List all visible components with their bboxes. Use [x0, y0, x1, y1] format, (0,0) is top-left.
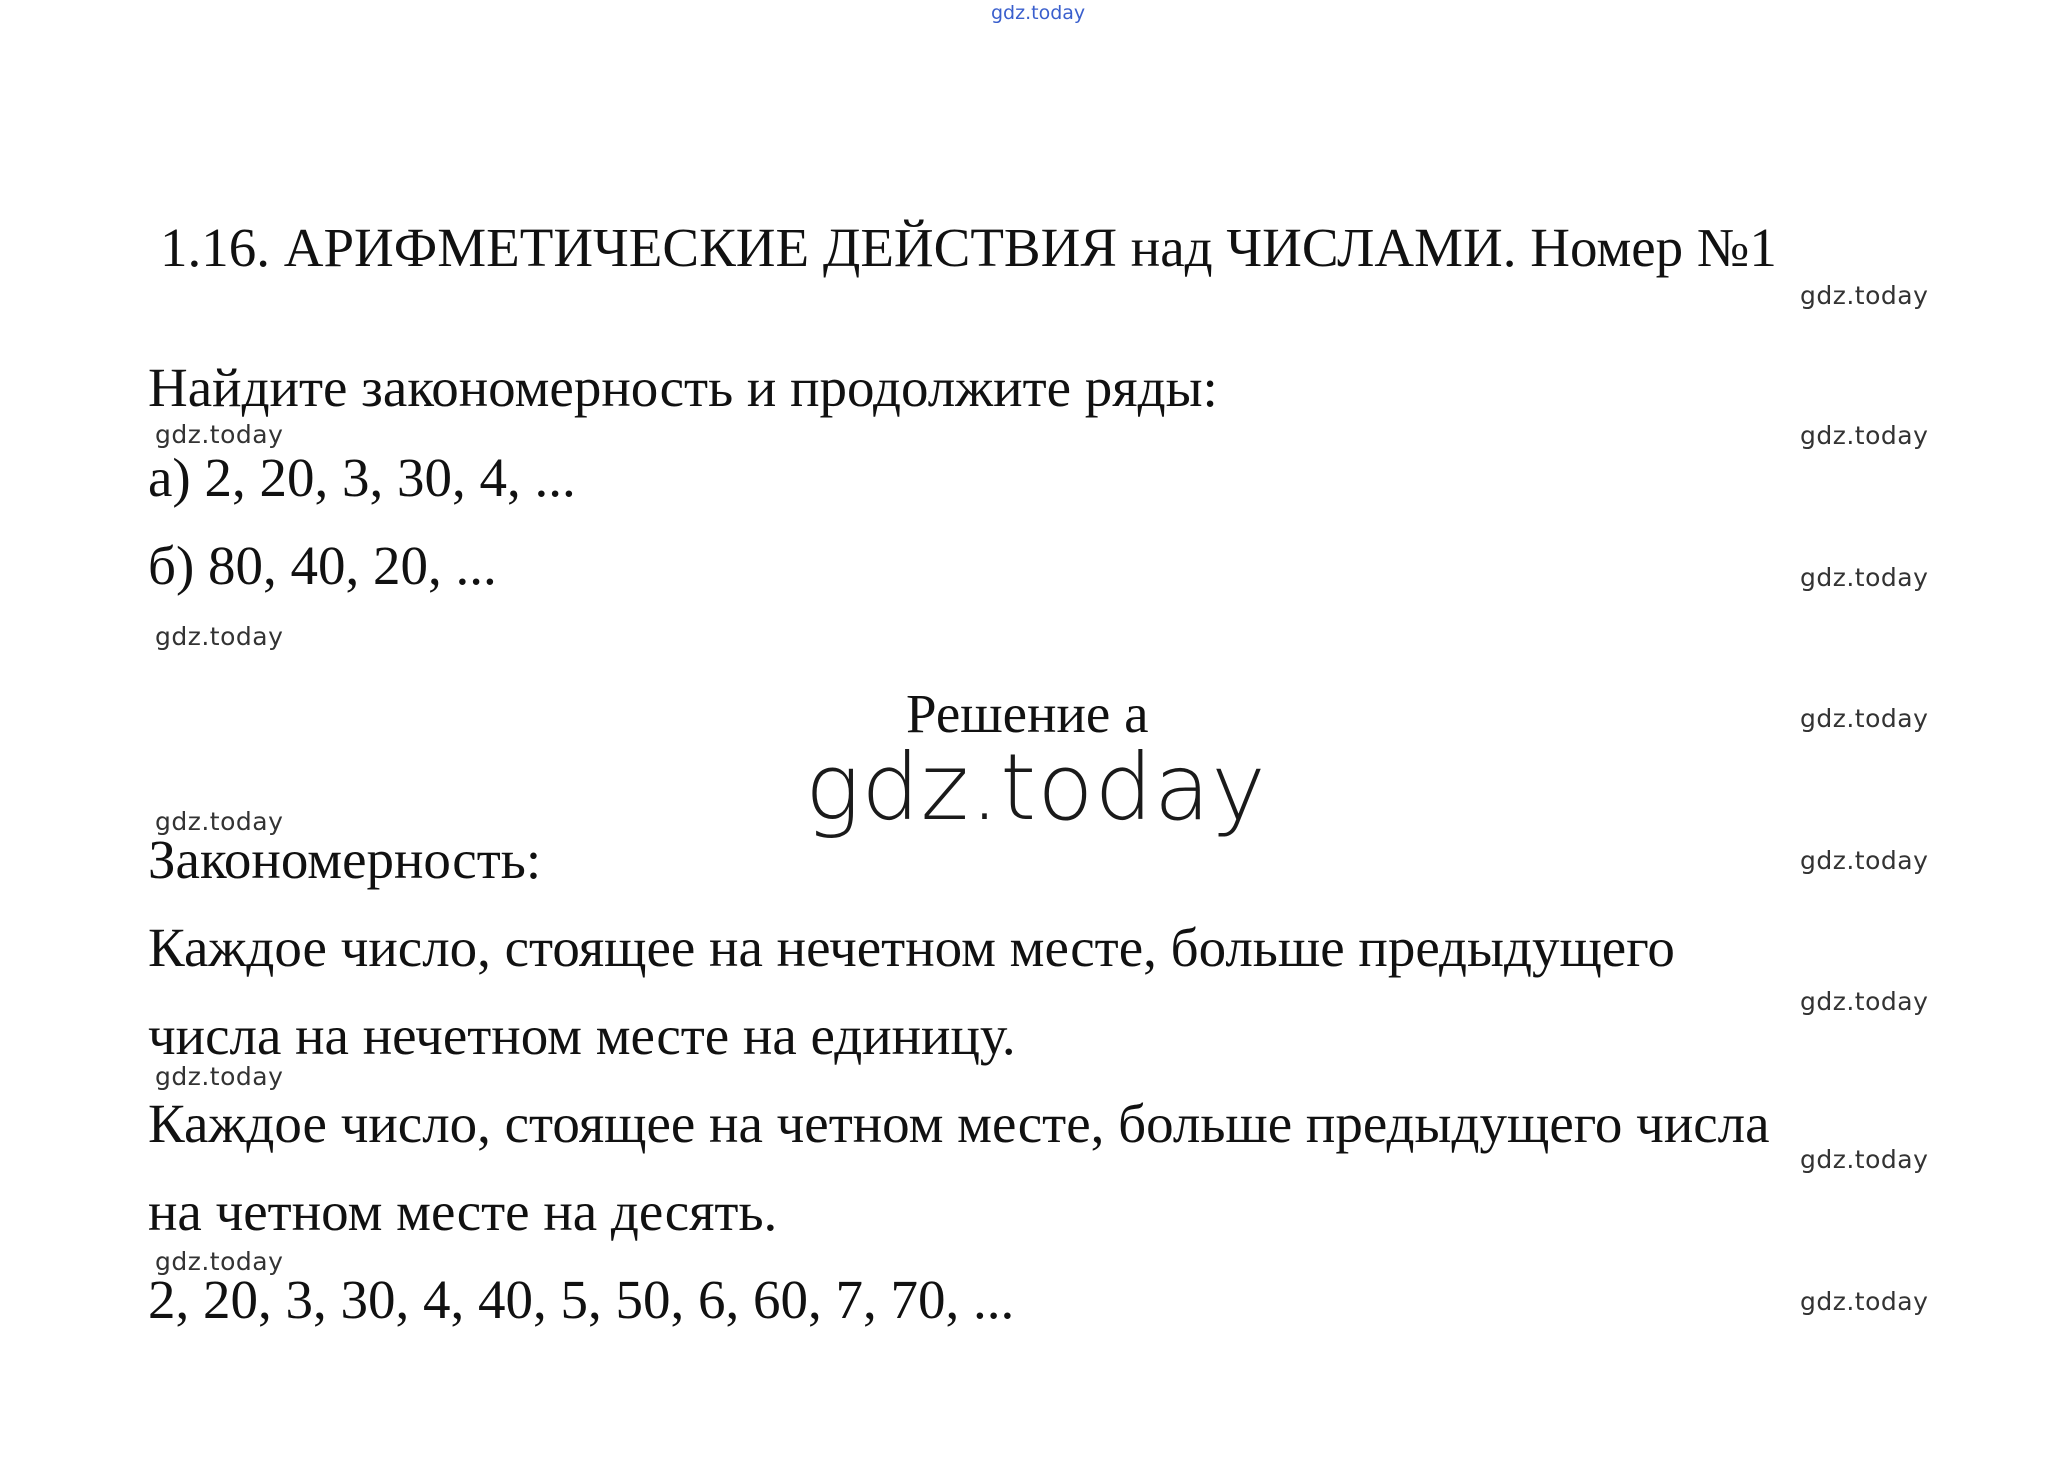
watermark: gdz.today	[155, 1247, 284, 1276]
solution-answer: 2, 20, 3, 30, 4, 40, 5, 50, 6, 60, 7, 70, ...	[148, 1269, 1015, 1330]
watermark: gdz.today	[155, 1062, 284, 1091]
watermark: gdz.today	[1800, 281, 1929, 310]
solution-line-4: на четном месте на десять.	[148, 1181, 778, 1242]
watermark: gdz.today	[1800, 704, 1929, 733]
solution-line-1: Каждое число, стоящее на нечетном месте, больше предыдущего	[148, 917, 1675, 978]
watermark: gdz.today	[1800, 987, 1929, 1016]
solution-heading: Решение а	[906, 683, 1149, 744]
watermark: gdz.today	[1800, 1145, 1929, 1174]
solution-line-2: числа на нечетном месте на единицу.	[148, 1005, 1016, 1066]
task-item-b: б) 80, 40, 20, ...	[148, 535, 497, 596]
top-watermark: gdz.today	[991, 2, 1086, 24]
solution-line-3: Каждое число, стоящее на четном месте, больше предыдущего числа	[148, 1093, 1770, 1154]
watermark: gdz.today	[1800, 1287, 1929, 1316]
watermark: gdz.today	[1800, 846, 1929, 875]
watermark: gdz.today	[155, 807, 284, 836]
watermark: gdz.today	[155, 622, 284, 651]
big-watermark: gdz.today	[805, 734, 1267, 841]
watermark: gdz.today	[155, 420, 284, 449]
pattern-label: Закономерность:	[148, 829, 542, 890]
task-item-a: а) 2, 20, 3, 30, 4, ...	[148, 447, 576, 508]
watermark: gdz.today	[1800, 421, 1929, 450]
watermark: gdz.today	[1800, 563, 1929, 592]
task-prompt: Найдите закономерность и продолжите ряды:	[148, 357, 1218, 418]
page-title: 1.16. АРИФМЕТИЧЕСКИЕ ДЕЙСТВИЯ над ЧИСЛАМИ. Номер №1	[160, 217, 1777, 278]
